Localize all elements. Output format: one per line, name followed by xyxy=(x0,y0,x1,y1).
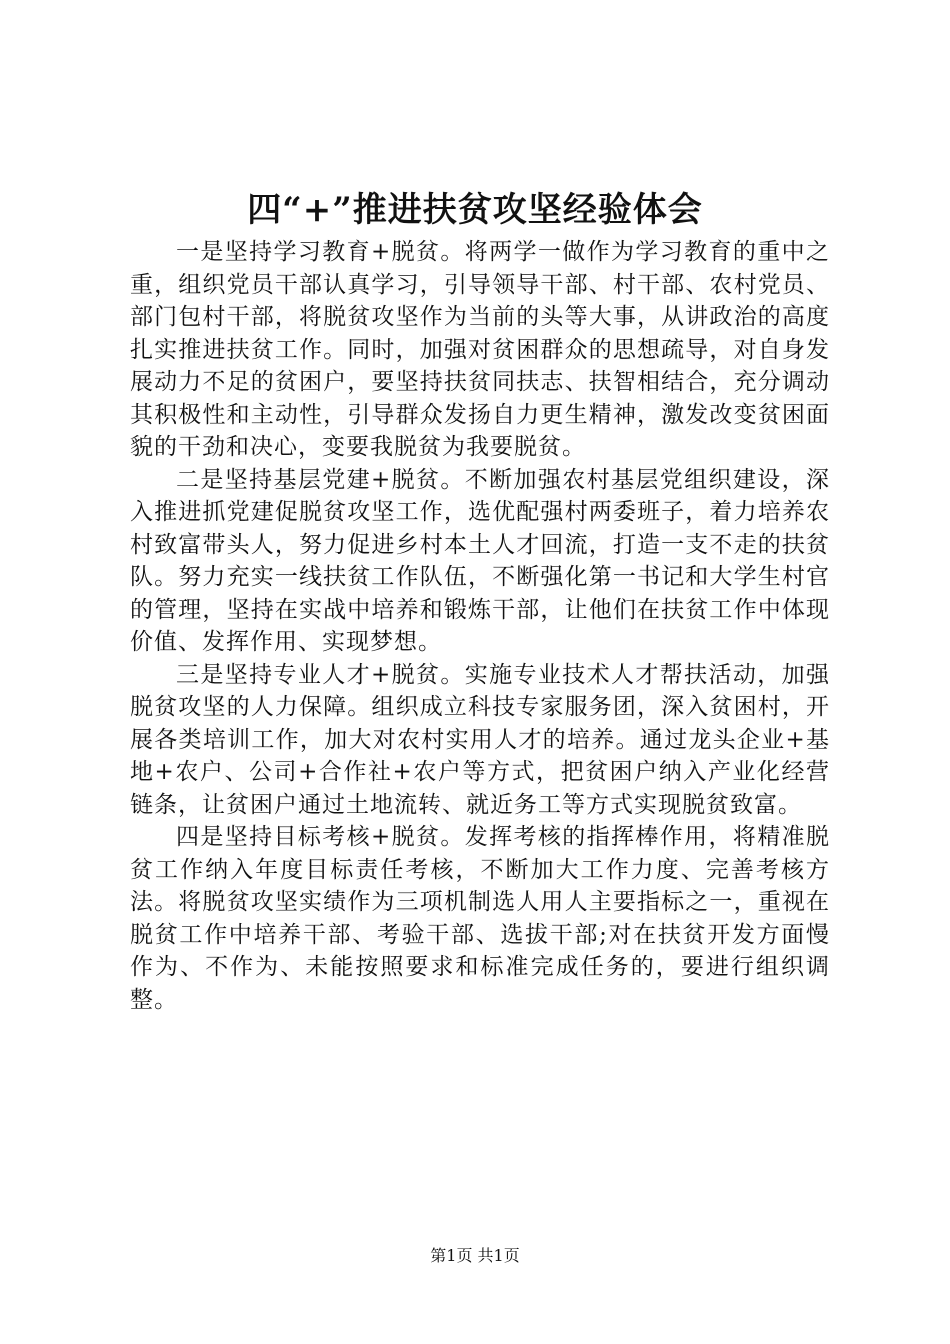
paragraph-education: 一是坚持学习教育+脱贫。将两学一做作为学习教育的重中之重，组织党员干部认真学习，引导领导干部、村干部、农村党员、部门包村干部，将脱贫攻坚作为当前的头等大事，从讲政治的高度扎实推进扶贫工作。同时，加强对贫困群众的思想疏导，对自身发展动力不足的贫困户，要坚持扶贫同扶志、扶智相结合，充分调动其积极性和主动性，引导群众发扬自力更生精神，激发改变贫困面貌的干劲和决心，变要我脱贫为我要脱贫。 xyxy=(130,239,830,460)
paragraph-assessment: 四是坚持目标考核+脱贫。发挥考核的指挥棒作用，将精准脱贫工作纳入年度目标责任考核，不断加大工作力度、完善考核方法。将脱贫攻坚实绩作为三项机制选人用人主要指标之一，重视在脱贫工作中培养干部、考验干部、选拔干部;对在扶贫开发方面慢作为、不作为、未能按照要求和标准完成任务的，要进行组织调整。 xyxy=(130,824,830,1013)
paragraph-party-building: 二是坚持基层党建+脱贫。不断加强农村基层党组织建设，深入推进抓党建促脱贫攻坚工作，选优配强村两委班子，着力培养农村致富带头人，努力促进乡村本土人才回流，打造一支不走的扶贫队。努力充实一线扶贫工作队伍，不断强化第一书记和大学生村官的管理，坚持在实战中培养和锻炼干部，让他们在扶贫工作中体现价值、发挥作用、实现梦想。 xyxy=(130,466,830,655)
document-title: 四“+”推进扶贫攻坚经验体会 xyxy=(247,190,703,230)
page-footer: 第1页 共1页 xyxy=(430,1246,520,1265)
paragraph-talent: 三是坚持专业人才+脱贫。实施专业技术人才帮扶活动，加强脱贫攻坚的人力保障。组织成立科技专家服务团，深入贫困村，开展各类培训工作，加大对农村实用人才的培养。通过龙头企业+基地+农户、公司+合作社+农户等方式，把贫困户纳入产业化经营链条，让贫困户通过土地流转、就近务工等方式实现脱贫致富。 xyxy=(130,661,830,818)
document-body xyxy=(130,236,830,1016)
